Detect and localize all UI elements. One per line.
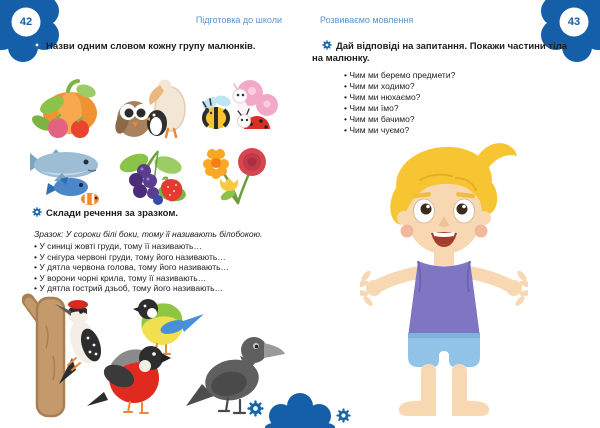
sentence-item: • У синиці жовті груди, тому її називають…	[34, 241, 290, 252]
gear-icon	[32, 40, 42, 50]
fish-illustration	[26, 143, 110, 207]
picture-groups-grid	[26, 77, 278, 207]
page-header: Підготовка до школи	[195, 15, 282, 25]
vegetables-illustration	[26, 77, 110, 141]
example-sentence: Зразок: У сороки білі боки, тому її називають білобокою.	[34, 229, 263, 239]
question-item: • Чим ми нюхаємо?	[344, 92, 584, 103]
gear-icon	[336, 408, 351, 423]
page-number-flower-left	[0, 0, 62, 62]
question-item: • Чим ми беремо предмети?	[344, 70, 584, 81]
great-tit	[133, 299, 204, 354]
task-heading-1	[32, 40, 288, 53]
sentence-item: • У снігура червоні груди, тому його називають…	[34, 252, 290, 263]
question-item: • Чим ми ходимо?	[344, 81, 584, 92]
insects-illustration	[194, 77, 278, 141]
berries-illustration	[110, 143, 194, 207]
flowers-illustration	[194, 143, 278, 207]
gear-icon	[32, 207, 42, 217]
sentence-list	[34, 241, 290, 294]
task-label-line2: на малюнку.	[312, 52, 370, 64]
question-item: • Чим ми бачимо?	[344, 114, 584, 125]
flower-icon	[0, 0, 62, 62]
gear-icon	[322, 40, 332, 50]
sentence-item: • У дятла гострий дзьоб, тому його називають…	[34, 283, 290, 294]
task-label: Склади речення за зразком.	[46, 208, 179, 219]
page-43	[300, 0, 600, 428]
sentence-item: • У дятла червона голова, тому його називають…	[34, 262, 290, 273]
page-number: 43	[567, 16, 581, 28]
task-label-line1: Дай відповіді на запитання. Покажи частини тіла	[336, 41, 568, 52]
gear-icon	[247, 400, 264, 417]
task-label: Назви одним словом кожну групу малюнків.	[46, 41, 256, 52]
birds-illustration	[110, 77, 194, 141]
sentence-item: • У ворони чорні крила, тому її називають…	[34, 273, 290, 284]
flower-decoration	[265, 392, 335, 428]
task-heading	[312, 40, 588, 64]
page-header: Розвиваємо мовлення	[320, 15, 414, 25]
question-list	[344, 70, 584, 136]
page-number: 42	[19, 16, 33, 28]
task-heading-2	[32, 207, 288, 220]
question-item: • Чим ми їмо?	[344, 103, 584, 114]
question-item: • Чим ми чуємо?	[344, 125, 584, 136]
boy-illustration	[360, 130, 528, 424]
